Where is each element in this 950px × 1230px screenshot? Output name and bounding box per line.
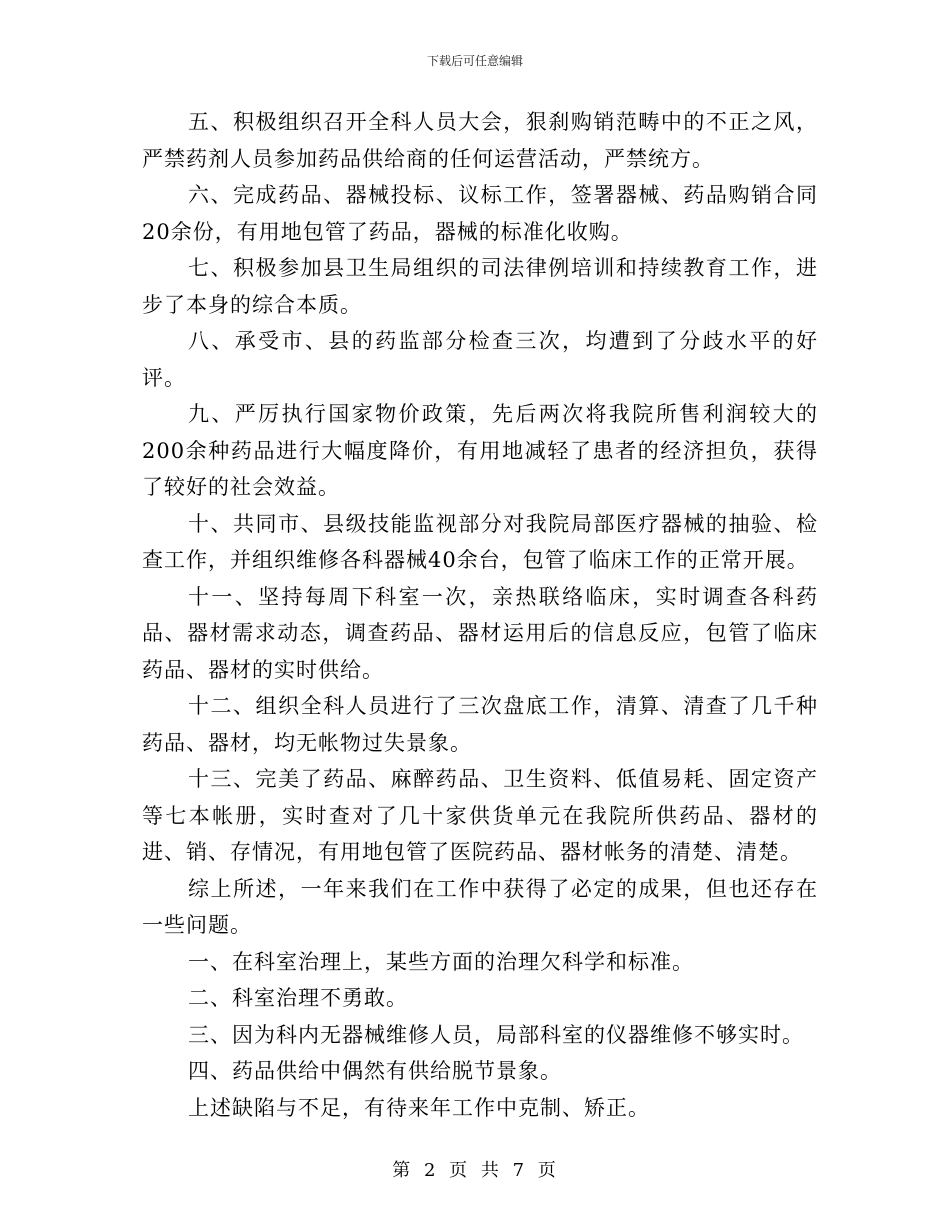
paragraph-item-7: 七、积极参加县卫生局组织的司法律例培训和持续教育工作，进步了本身的综合本质。 [142,256,818,317]
paragraph-item-11: 十一、坚持每周下科室一次，亲热联络临床，实时调查各科药品、器材需求动态，调查药品、器材运用后的信息反应，包管了临床药品、器材的实时供给。 [142,584,818,682]
paragraph-item-6: 六、完成药品、器械投标、议标工作，签署器械、药品购销合同20余份，有用地包管了药品，器械的标准化收购。 [142,183,818,244]
paragraph-issue-1: 一、在科室治理上，某些方面的治理欠科学和标准。 [188,949,694,974]
paragraph-closing: 上述缺陷与不足，有待来年工作中克制、矫正。 [188,1095,650,1120]
paragraph-item-8: 八、承受市、县的药监部分检查三次，均遭到了分歧水平的好评。 [142,329,818,390]
header-note: 下载后可任意编辑 [426,54,523,68]
paragraph-item-10: 十、共同市、县级技能监视部分对我院局部医疗器械的抽验、检查工作，并组织维修各科器械40余台，包管了临床工作的正常开展。 [142,511,818,572]
paragraph-issue-2: 二、科室治理不勇敢。 [188,986,408,1010]
paragraph-item-5: 五、积极组织召开全科人员大会，狠刹购销范畴中的不正之风，严禁药剂人员参加药品供给商的任何运营活动，严禁统方。 [142,110,818,171]
page-number: 第 2 页 共 7 页 [392,1160,558,1181]
paragraph-issue-3: 三、因为科内无器械维修人员，局部科室的仪器维修不够实时。 [188,1022,804,1047]
paragraph-summary: 综上所述，一年来我们在工作中获得了必定的成果，但也还存在一些问题。 [142,876,818,937]
paragraph-item-9: 九、严厉执行国家物价政策，先后两次将我院所售利润较大的200余种药品进行大幅度降价，有用地减轻了患者的经济担负，获得了较好的社会效益。 [142,402,818,499]
paragraph-item-12: 十二、组织全科人员进行了三次盘底工作，清算、清查了几千种药品、器材，均无帐物过失景象。 [142,694,818,755]
paragraph-issue-4: 四、药品供给中偶然有供给脱节景象。 [188,1059,562,1083]
document-body [142,104,818,1126]
paragraph-item-13: 十三、完美了药品、麻醉药品、卫生资料、低值易耗、固定资产等七本帐册，实时查对了几十家供货单元在我院所供药品、器材的进、销、存情况，有用地包管了医院药品、器材帐务的清楚、清楚。 [142,767,818,864]
